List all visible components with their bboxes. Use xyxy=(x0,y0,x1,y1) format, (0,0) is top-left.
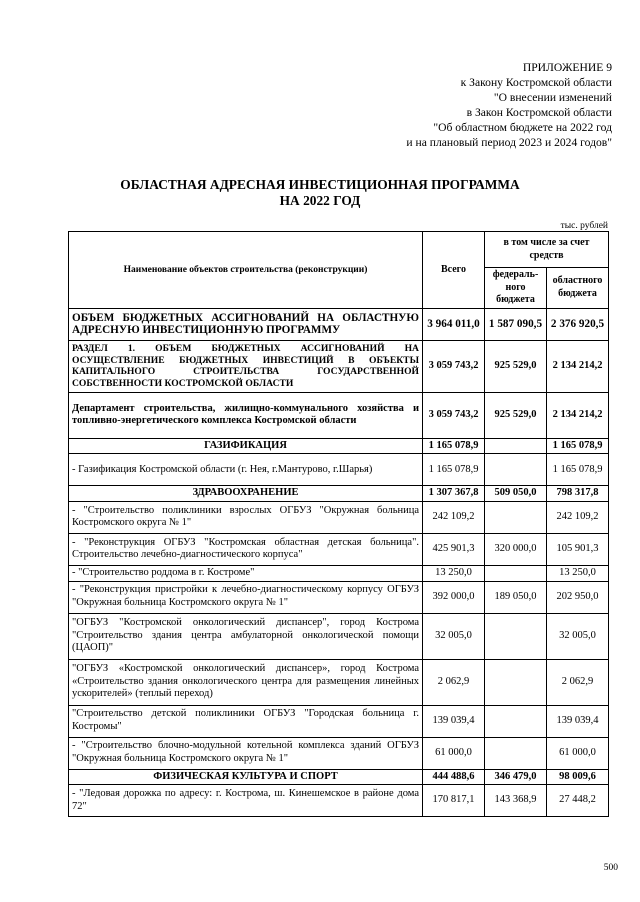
row-regional: 1 165 078,9 xyxy=(547,454,609,486)
row-regional: 32 005,0 xyxy=(547,613,609,659)
appendix-line: "Об областном бюджете на 2022 год xyxy=(433,121,612,134)
appendix-line: и на плановый период 2023 и 2024 годов" xyxy=(406,136,612,149)
row-name: ФИЗИЧЕСКАЯ КУЛЬТУРА И СПОРТ xyxy=(69,769,423,785)
row-name: ГАЗИФИКАЦИЯ xyxy=(69,438,423,454)
row-name: Департамент строительства, жилищно-коммунального хозяйства и топливно-энергетического комплекса Костромской области xyxy=(69,392,423,438)
table-header-row xyxy=(69,232,609,268)
page-number: 500 xyxy=(603,863,618,873)
row-name: - "Реконструкция ОГБУЗ "Костромская областная детская больница". Строительство лечебно-диагностического корпуса" xyxy=(69,533,423,565)
row-federal xyxy=(485,565,547,581)
row-federal: 509 050,0 xyxy=(485,486,547,502)
title-line-1: ОБЛАСТНАЯ АДРЕСНАЯ ИНВЕСТИЦИОННАЯ ПРОГРАММА xyxy=(120,177,520,192)
row-federal: 925 529,0 xyxy=(485,340,547,392)
row-total: 242 109,2 xyxy=(423,501,485,533)
row-regional: 798 317,8 xyxy=(547,486,609,502)
table-row xyxy=(69,486,609,502)
table-row xyxy=(69,613,609,659)
header-including: в том числе за счет средств xyxy=(485,232,609,268)
table-row xyxy=(69,501,609,533)
row-total: 3 059 743,2 xyxy=(423,392,485,438)
appendix-line: "О внесении изменений xyxy=(493,91,612,104)
header-federal: федераль-ного бюджета xyxy=(485,268,547,309)
row-total: 3 964 011,0 xyxy=(423,308,485,340)
row-total: 2 062,9 xyxy=(423,659,485,705)
row-federal: 189 050,0 xyxy=(485,581,547,613)
row-name: - "Строительство роддома в г. Костроме" xyxy=(69,565,423,581)
row-regional: 242 109,2 xyxy=(547,501,609,533)
row-name: - "Реконструкция пристройки к лечебно-диагностическому корпусу ОГБУЗ "Окружная больница Костромского округа № 1" xyxy=(69,581,423,613)
table-row xyxy=(69,659,609,705)
row-regional: 2 134 214,2 xyxy=(547,340,609,392)
row-name: "Строительство детской поликлиники ОГБУЗ "Городская больница г. Костромы" xyxy=(69,705,423,737)
row-federal xyxy=(485,501,547,533)
row-name: - "Ледовая дорожка по адресу: г. Кострома, ш. Кинешемское в районе дома 72" xyxy=(69,785,423,817)
row-federal: 346 479,0 xyxy=(485,769,547,785)
row-federal xyxy=(485,454,547,486)
row-regional: 98 009,6 xyxy=(547,769,609,785)
row-regional: 1 165 078,9 xyxy=(547,438,609,454)
row-federal xyxy=(485,613,547,659)
row-name: - Газификация Костромской области (г. Нея, г.Мантурово, г.Шарья) xyxy=(69,454,423,486)
row-total: 170 817,1 xyxy=(423,785,485,817)
row-regional: 202 950,0 xyxy=(547,581,609,613)
table-row xyxy=(69,454,609,486)
row-federal xyxy=(485,659,547,705)
row-federal xyxy=(485,438,547,454)
table-row xyxy=(69,392,609,438)
document-title xyxy=(40,177,600,209)
table-row xyxy=(69,340,609,392)
row-name: - "Строительство поликлиники взрослых ОГБУЗ "Окружная больница Костромского округа № 1" xyxy=(69,501,423,533)
units-label: тыс. рублей xyxy=(560,221,608,231)
row-federal xyxy=(485,737,547,769)
row-total: 139 039,4 xyxy=(423,705,485,737)
row-name: "ОГБУЗ "Костромской онкологический диспансер", город Кострома "Строительство здания центра амбулаторной онкологической помощи (ЦАОП)" xyxy=(69,613,423,659)
table-row xyxy=(69,737,609,769)
row-name: - "Строительство блочно-модульной котельной комплекса зданий ОГБУЗ "Окружная больница Костромского округа № 1" xyxy=(69,737,423,769)
table-row xyxy=(69,533,609,565)
row-regional: 27 448,2 xyxy=(547,785,609,817)
appendix-line: в Закон Костромской области xyxy=(466,106,612,119)
appendix-line: ПРИЛОЖЕНИЕ 9 xyxy=(522,61,612,74)
table-row xyxy=(69,581,609,613)
table-row xyxy=(69,308,609,340)
row-total: 61 000,0 xyxy=(423,737,485,769)
row-federal xyxy=(485,705,547,737)
row-regional: 2 134 214,2 xyxy=(547,392,609,438)
row-total: 32 005,0 xyxy=(423,613,485,659)
table-row xyxy=(69,565,609,581)
row-total: 1 307 367,8 xyxy=(423,486,485,502)
header-name: Наименование объектов строительства (реконструкции) xyxy=(69,232,423,309)
row-federal: 143 368,9 xyxy=(485,785,547,817)
row-total: 425 901,3 xyxy=(423,533,485,565)
appendix-header xyxy=(282,60,612,150)
header-regional: областного бюджета xyxy=(547,268,609,309)
table-row xyxy=(69,438,609,454)
header-total: Всего xyxy=(423,232,485,309)
investment-program-table xyxy=(68,231,609,817)
row-regional: 2 376 920,5 xyxy=(547,308,609,340)
row-name: ЗДРАВООХРАНЕНИЕ xyxy=(69,486,423,502)
row-federal: 320 000,0 xyxy=(485,533,547,565)
appendix-line: к Закону Костромской области xyxy=(460,76,612,89)
row-regional: 139 039,4 xyxy=(547,705,609,737)
table-row xyxy=(69,785,609,817)
row-name: ОБЪЕМ БЮДЖЕТНЫХ АССИГНОВАНИЙ НА ОБЛАСТНУЮ АДРЕСНУЮ ИНВЕСТИЦИОННУЮ ПРОГРАММУ xyxy=(69,308,423,340)
row-federal: 1 587 090,5 xyxy=(485,308,547,340)
row-total: 1 165 078,9 xyxy=(423,454,485,486)
row-name: РАЗДЕЛ 1. ОБЪЕМ БЮДЖЕТНЫХ АССИГНОВАНИЙ НА ОСУЩЕСТВЛЕНИЕ БЮДЖЕТНЫХ ИНВЕСТИЦИЙ В ОБЪЕКТЫ КАПИТАЛЬНОГО СТРОИТЕЛЬСТВА ГОСУДАРСТВЕННОЙ СОБСТВЕННОСТИ КОСТРОМСКОЙ ОБЛАСТИ xyxy=(69,340,423,392)
row-regional: 13 250,0 xyxy=(547,565,609,581)
title-line-2: НА 2022 ГОД xyxy=(279,193,361,208)
row-total: 1 165 078,9 xyxy=(423,438,485,454)
row-total: 3 059 743,2 xyxy=(423,340,485,392)
row-total: 444 488,6 xyxy=(423,769,485,785)
row-regional: 2 062,9 xyxy=(547,659,609,705)
row-total: 392 000,0 xyxy=(423,581,485,613)
row-name: "ОГБУЗ «Костромской онкологический диспансер», город Кострома «Строительство здания онкологического центра для размещения линейных ускорителей» (теплый переход) xyxy=(69,659,423,705)
row-regional: 105 901,3 xyxy=(547,533,609,565)
row-regional: 61 000,0 xyxy=(547,737,609,769)
row-federal: 925 529,0 xyxy=(485,392,547,438)
table-row xyxy=(69,705,609,737)
row-total: 13 250,0 xyxy=(423,565,485,581)
table-row xyxy=(69,769,609,785)
